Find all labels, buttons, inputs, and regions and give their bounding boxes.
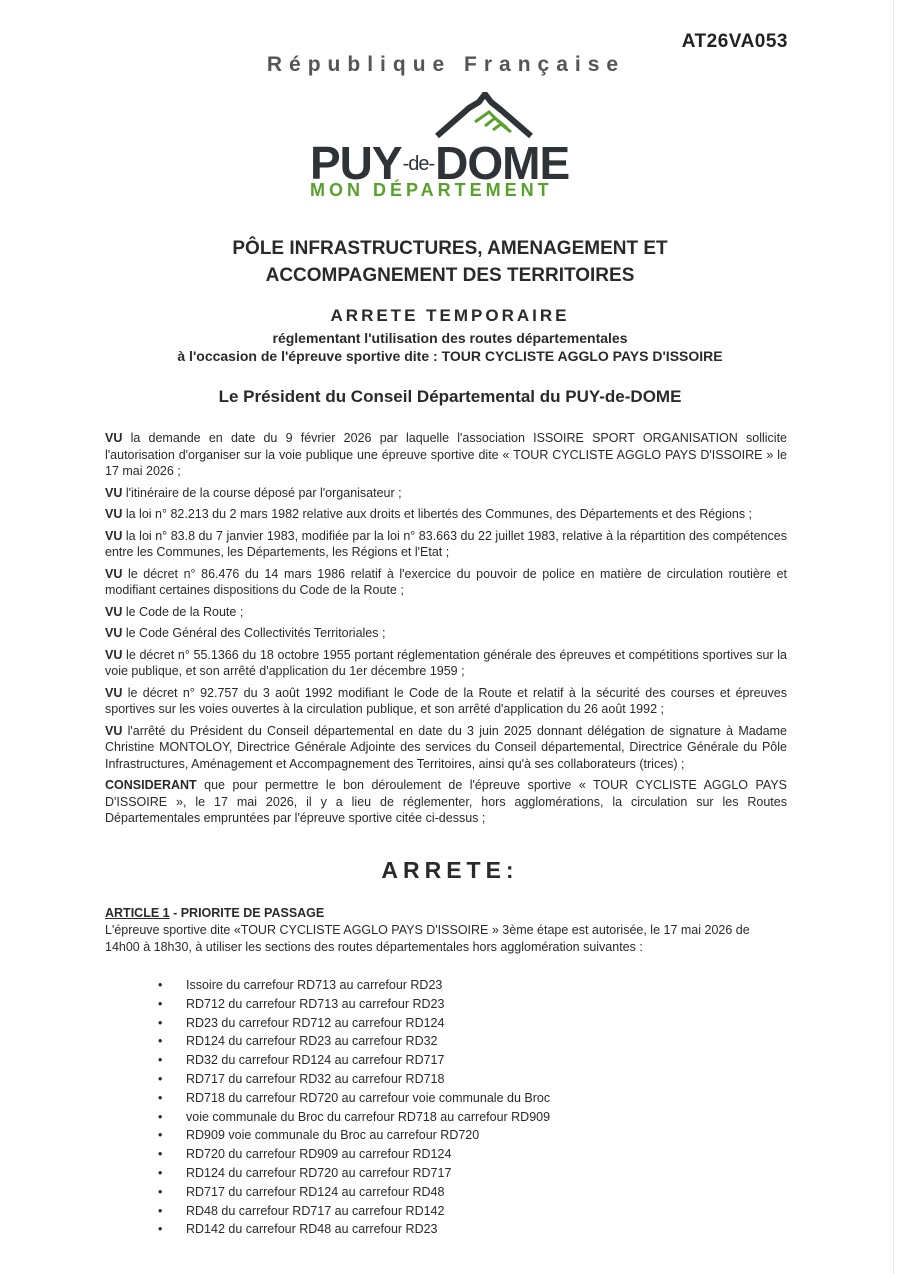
visa-text: le décret n° 55.1366 du 18 octobre 1955 portant réglementation générale des épreuves et compétitions sportives sur la voie publique, et son arrêté d'application du 1er décembre 1959 ; [105,647,787,678]
visa-paragraph [105,506,787,523]
list-item-text: RD712 du carrefour RD713 au carrefour RD23 [186,996,445,1011]
list-item-text: RD48 du carrefour RD717 au carrefour RD142 [186,1203,445,1218]
visa-text: le décret n° 92.757 du 3 août 1992 modifiant le Code de la Route et relatif à la sécurité des courses et épreuves sportives sur les voies ouvertes à la circulation publique, et son arrêté d'application du 26 août 1992 ; [105,685,787,716]
bullet-icon: • [158,1203,163,1218]
list-item-text: RD124 du carrefour RD23 au carrefour RD32 [186,1034,438,1049]
bullet-icon: • [158,1090,163,1105]
bullet-icon: • [158,1034,163,1049]
list-item-text: RD718 du carrefour RD720 au carrefour voie communale du Broc [186,1090,551,1105]
visa-keyword: VU [105,647,123,662]
bullet-icon: • [158,978,163,992]
list-item [158,1051,550,1070]
visa-keyword: VU [105,604,123,619]
bullet-icon: • [158,1128,163,1143]
logo-name-part1: PUY [310,137,402,189]
visa-paragraph [105,485,787,502]
route-sections-list [158,976,550,1239]
arrete-heading: ARRETE: [381,857,519,883]
document-reference: AT26VA053 [681,31,788,52]
list-item-text: voie communale du Broc du carrefour RD718 au carrefour RD909 [186,1109,551,1124]
bullet-icon: • [158,1053,163,1068]
list-item-text: RD717 du carrefour RD32 au carrefour RD718 [186,1071,445,1086]
considerant-paragraph [105,777,787,827]
list-item-text: Issoire du carrefour RD713 au carrefour RD23 [186,978,443,992]
president-heading: Le Président du Conseil Départemental du PUY-de-DOME [218,387,682,406]
list-item-text: RD124 du carrefour RD720 au carrefour RD717 [186,1165,452,1180]
article-1-text: L'épreuve sportive dite «TOUR CYCLISTE AGGLO PAYS D'ISSOIRE » 3ème étape est autorisée, le 17 mai 2026 de 14h00 à 18h30, à utiliser les sections des routes départementales hors agglomération suivantes : [105,923,750,954]
pole-heading [0,235,900,289]
pole-heading-line2: ACCOMPAGNEMENT DES TERRITOIRES [265,265,635,286]
list-item [158,1220,550,1239]
bullet-icon: • [158,1109,163,1124]
list-item-text: RD720 du carrefour RD909 au carrefour RD124 [186,1147,452,1162]
visa-text: le Code Général des Collectivités Territoriales ; [122,626,386,640]
list-item [158,1164,550,1183]
pole-heading-line1: PÔLE INFRASTRUCTURES, AMENAGEMENT ET [232,238,668,259]
article-1-title-text: - PRIORITE DE PASSAGE [169,906,325,920]
visa-paragraph [105,528,787,561]
article-1 [105,905,787,956]
visa-text: la loi n° 82.213 du 2 mars 1982 relative aux droits et libertés des Communes, des Départements et des Régions ; [122,507,753,521]
visa-keyword: VU [105,507,123,521]
bullet-icon: • [158,1147,163,1162]
list-item [158,1183,550,1202]
visa-paragraph [105,647,787,680]
bullet-icon: • [158,1165,163,1180]
arrete-subtitle [0,329,900,365]
list-item-text: RD23 du carrefour RD712 au carrefour RD124 [186,1015,445,1030]
visa-keyword: VU [105,528,123,543]
list-item-text: RD717 du carrefour RD124 au carrefour RD48 [186,1184,445,1199]
list-item [158,1202,550,1221]
visa-text: le Code de la Route ; [122,604,244,619]
visa-keyword: VU [105,626,123,640]
visa-paragraph [105,685,787,718]
bullet-icon: • [158,1015,163,1030]
visa-keyword: VU [105,485,123,500]
bullet-icon: • [158,996,163,1011]
considerant-text: que pour permettre le bon déroulement de l'épreuve sportive « TOUR CYCLISTE AGGLO PAYS D'ISSOIRE », le 17 mai 2026, il y a lieu de réglementer, hors agglomérations, la circulation sur les Routes Départementales empruntées par l'épreuve sportive citée ci-dessus ; [105,778,787,825]
list-item-text: RD32 du carrefour RD124 au carrefour RD717 [186,1053,445,1068]
list-item-text: RD909 voie communale du Broc au carrefour RD720 [186,1128,480,1143]
visa-text: la demande en date du 9 février 2026 par laquelle l'association ISSOIRE SPORT ORGANISATION sollicite l'autorisation d'organiser sur la voie publique une épreuve sportive dite « TOUR CYCLISTE AGGLO PAYS D'ISSOIRE » le 17 mai 2026 ; [105,431,787,478]
visa-text: la loi n° 83.8 du 7 janvier 1983, modifiée par la loi n° 83.663 du 22 juillet 1983, relative à la répartition des compétences entre les Communes, les Départements, les Régions et l'Etat ; [105,528,787,559]
list-item-text: RD142 du carrefour RD48 au carrefour RD23 [186,1222,438,1237]
visa-keyword: VU [105,566,123,581]
arrete-title: ARRETE TEMPORAIRE [330,306,570,325]
visa-keyword: VU [105,723,123,738]
republique-francaise-heading: République Française [266,53,626,76]
visa-keyword: VU [105,685,123,700]
bullet-icon: • [158,1071,163,1086]
list-item [158,1089,550,1108]
article-1-label: ARTICLE 1 [105,906,170,920]
visa-text: l'itinéraire de la course déposé par l'organisateur ; [122,485,402,500]
puy-de-dome-logo [300,92,600,207]
arrete-subtitle-line1: réglementant l'utilisation des routes départementales [272,330,628,346]
list-item [158,1145,550,1164]
bullet-icon: • [158,1184,163,1199]
bullet-icon: • [158,1222,163,1237]
visa-paragraph [105,430,787,480]
visa-text: le décret n° 86.476 du 14 mars 1986 relatif à l'exercice du pouvoir de police en matière de circulation routière et modifiant certaines dispositions du Code de la Route ; [105,566,787,597]
visa-paragraph [105,625,787,642]
list-item [158,1108,550,1127]
scan-edge-line [893,0,894,1274]
list-item [158,1032,550,1051]
visa-paragraph [105,566,787,599]
considerant-keyword: CONSIDERANT [105,778,197,792]
logo-name-de: -de- [402,153,435,175]
arrete-subtitle-line2: à l'occasion de l'épreuve sportive dite : TOUR CYCLISTE AGGLO PAYS D'ISSOIRE [177,348,723,364]
visa-text: l'arrêté du Président du Conseil départemental en date du 3 juin 2025 donnant délégation de signature à Madame Christine MONTOLOY, Directrice Générale Adjointe des services du Conseil départemental, Directrice Générale du Pôle Infrastructures, Aménagement et Accompagnement des Territoires, ainsi qu'à ses collaborateurs (trices) ; [105,723,787,771]
list-item [158,995,550,1014]
list-item [158,976,550,995]
mountain-logo-icon [435,92,550,140]
visa-keyword: VU [105,431,123,445]
article-1-title [105,905,787,922]
list-item [158,1126,550,1145]
visa-paragraph [105,723,787,773]
visa-paragraph [105,604,787,621]
list-item [158,1014,550,1033]
visas-section [105,430,787,832]
logo-subtitle: MON DÉPARTEMENT [310,180,553,200]
logo-name-part2: DOME [435,137,570,189]
list-item [158,1070,550,1089]
